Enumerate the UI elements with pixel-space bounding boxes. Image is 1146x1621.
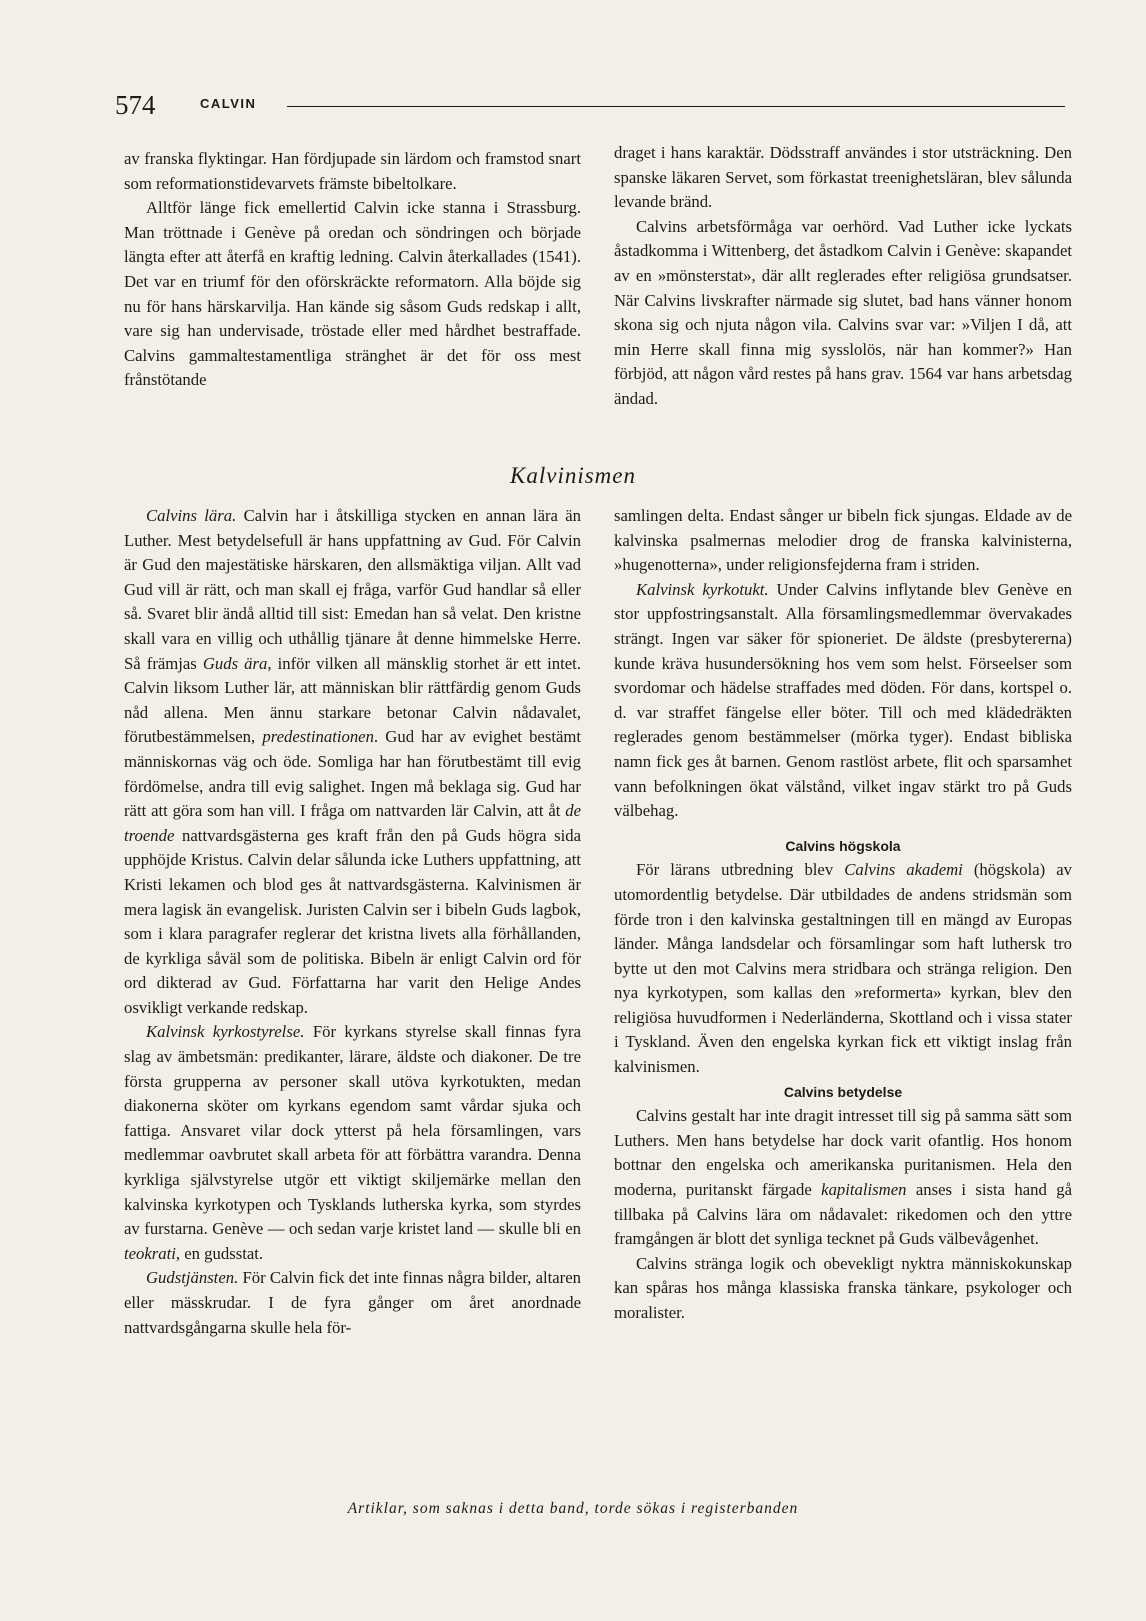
text-run: . Gud har av evighet bestämt människornas väg och öde. Somliga har han förutbestämt till evig fördömelse, andra till evig salighet. Ingen må beklaga sig. Gud har rätt att göra som han vill. I fråga om nattvarden lär Calvin, att åt	[124, 727, 581, 821]
paragraph-hogskola	[614, 858, 1072, 1079]
right-column	[614, 504, 1072, 1326]
section-title: Kalvinismen	[510, 463, 636, 488]
subheading-hogskola: Calvins högskola	[785, 837, 901, 854]
text-run: , inför vilken all mänsklig storhet är ett intet. Calvin liksom Luther lär, att människan blir rättfärdig genom Guds nåd allena. Men ännu starkare betonar Calvin nådavalet, förutbestämmelsen,	[124, 653, 581, 747]
emphasis: predestinationen	[262, 727, 374, 747]
emphasis: de troende	[124, 801, 581, 845]
text-run: För kyrkans styrelse skall finnas fyra slag av ämbetsmän: predikanter, lärare, äldste och diakoner. De tre första grupperna av personer skall utöva kyrkotukten, medan diakonerna sköter om kyrkans egendom samt vårdar sjuka och fattiga. Ansvaret vilar dock ytterst på hela församlingen, vars medlemmar oavbrutet skall arbeta för att förbättra varandra. Denna kyrkliga självstyrelse utgör ett viktigt skiljemärke mellan den kalvinska kyrkotypen och Tysklands lutherska kyrka, som styrdes av furstarna. Genève — och sedan varje kristet land — skulle bli en	[124, 1022, 582, 1239]
footer-note: Artiklar, som saknas i detta band, torde sökas i registerbanden	[347, 1500, 799, 1517]
text-run: nattvardsgästerna ges kraft från den på Guds högra sida upphöjde Kristus. Calvin delar sålunda icke Luthers uppfattning, att Kristi lekamen och blod ges åt nattvardsgästerna. Kalvinismen är mera lagisk än evangelisk. Juristen Calvin ser i bibeln Guds lagbok, som i klara paragrafer reglerar det kristna livets alla förhållanden, de kyrkliga såväl som de politiska. Bibeln är enligt Calvin ord för ord dikterad av Gud. Författarna har varit den Helige Andes osvikligt verkande redskap.	[124, 825, 581, 1017]
paragraph: Calvins arbetsförmåga var oerhörd. Vad Luther icke lyckats åstadkomma i Wittenberg, det åstadkom Calvin i Genève: skapandet av en »mönsterstat», där allt reglerades efter religiösa grundsatser. När Calvins livskrafter närmade sig slutet, bad hans vänner honom skona sig och njuta någon vila. Calvins svar var: »Viljen I då, att min Herre skall finna mig sysslolös, när han kommer?» Han förbjöd, att någon vård restes på hans grav. 1564 var hans arbetsdag ändad.	[614, 216, 1072, 408]
text-run: (högskola) av utomordentlig betydelse. Där utbildades de andens stridsmän som förde tron i den kalvinska gestaltningen till en mängd av Europas länder. Många landsdelar och församlingar som haft luthersk tro bytte ut den mot Calvins mera stridbara och stränga religion. Den nya kyrkotypen, som kallas den »reformerta» kyrkan, blev den religiösa huvudformen i Nederländerna, Skottland och i vissa stater i Tyskland. Även den engelska kyrkan fick ett viktigt inslag från kalvinismen.	[614, 860, 1072, 1077]
text-run: Calvin har i åtskilliga stycken en annan lära än Luther. Mest betydelsefull är hans uppfattning av Gud. För Calvin är Gud den majestätiske härskaren, den allsmäktiga viljan. Allt vad Gud vill är rätt, och man skall ej fråga, varför Gud handlar så eller så. Svaret blir ändå alltid till sist: Emedan han så velat. Den kristne skall vara en villig och uthållig tjänare åt denne himmelske Herre. Så främjas	[124, 506, 581, 673]
emphasis: Guds ära	[202, 653, 268, 673]
paragraph-lead: Kalvinsk kyrkotukt.	[636, 579, 769, 599]
paragraph-calvins-lara	[124, 504, 581, 1020]
running-title: CALVIN	[200, 96, 257, 111]
text-run: Under Calvins inflytande blev Genève en stor uppfostringsanstalt. Alla församlingsmedlemmar övervakades strängt. Ingen var säker för spioneriet. De äldste (presbytererna) kunde kräva husundersökning hos vem som helst. Förseelser som svordomar och hädelse straffades med döden. För dans, kortspel o. d. var straffet fängelse eller böter. Till och med klädedräkten reglerades genom bestämmelser (mörka tyger). Endast bibliska namn fick ges åt barnen. Genom rastlöst arbete, flit och sparsamhet vann befolkningen ökat välstånd, vilket ingav stärkt tro på Guds välbehag.	[614, 579, 1072, 821]
paragraph: Alltför länge fick emellertid Calvin icke stanna i Strassburg. Man tröttnade i Genève på oredan och söndringen och började längta efter att återfå en kraftig ledning. Calvin återkallades (1541). Det var en triumf för den oförskräckte reformatorn. Alla böjde sig nu för hans härskarvilja. Han kände sig såsom Guds redskap i allt, vare sig han undervisade, tröstade eller med hårdhet bestraffade. Calvins gammaltestamentliga stränghet är det för oss mest frånstötande	[124, 198, 581, 390]
paragraph-lead: Kalvinsk kyrkostyrelse.	[146, 1022, 305, 1042]
paragraph: draget i hans karaktär. Dödsstraff användes i stor utsträckning. Den spanske läkaren Servet, som förkastat treenighetsläran, blev sålunda levande bränd.	[614, 143, 1072, 212]
text-run: För lärans utbredning blev	[636, 860, 845, 880]
left-column	[124, 504, 581, 1340]
paragraph: av franska flyktingar. Han fördjupade sin lärdom och framstod snart som reformationstidevarvets främste bibeltolkare.	[124, 149, 581, 193]
paragraph-kyrkotukt	[614, 578, 1072, 824]
paragraph-lead: Calvins lära.	[146, 506, 237, 525]
text-run: Calvins gestalt har inte dragit intresset till sig på samma sätt som Luthers. Men hans betydelse har dock varit ofantlig. Hos honom bottnar den engelska och amerikanska puritanismen. Hela den moderna, puritanskt färgade	[614, 1106, 1072, 1200]
text-run: , en gudsstat.	[175, 1243, 264, 1263]
emphasis: teokrati	[124, 1243, 176, 1263]
emphasis: Calvins akademi	[844, 860, 963, 880]
paragraph-gudstjansten	[124, 1266, 581, 1340]
text-run: För Calvin fick det inte finnas några bilder, altaren eller mässkrudar. I de fyra gånger om året anordnade nattvardsgångarna skulle hela för-	[124, 1268, 581, 1337]
paragraph: samlingen delta. Endast sånger ur bibeln fick sjungas. Eldade av de kalvinska psalmernas melodier drog de franska kalvinisterna, »hugenotterna», under religionsfejderna fram i striden.	[614, 506, 1072, 575]
paragraph-lead: Gudstjänsten.	[146, 1268, 239, 1288]
subheading-betydelse: Calvins betydelse	[783, 1083, 903, 1100]
emphasis: kapitalismen	[821, 1180, 907, 1200]
top-left-column	[124, 147, 581, 393]
header-rule	[287, 106, 1065, 107]
paragraph-betydelse	[614, 1104, 1072, 1252]
text-run: anses i sista hand gå tillbaka på Calvins lära om nådavalet: rikedomen och den yttre framgången är blott det synliga tecknet på Guds välbevågenhet.	[614, 1180, 1073, 1249]
top-right-column	[614, 141, 1072, 412]
paragraph: Calvins stränga logik och obevekligt nyktra människokunskap kan spåras hos många klassiska franska tänkare, psykologer och moralister.	[614, 1253, 1072, 1322]
paragraph-kyrkostyrelse	[124, 1020, 581, 1266]
page-header	[115, 90, 1065, 120]
page-number: 574	[115, 90, 156, 120]
